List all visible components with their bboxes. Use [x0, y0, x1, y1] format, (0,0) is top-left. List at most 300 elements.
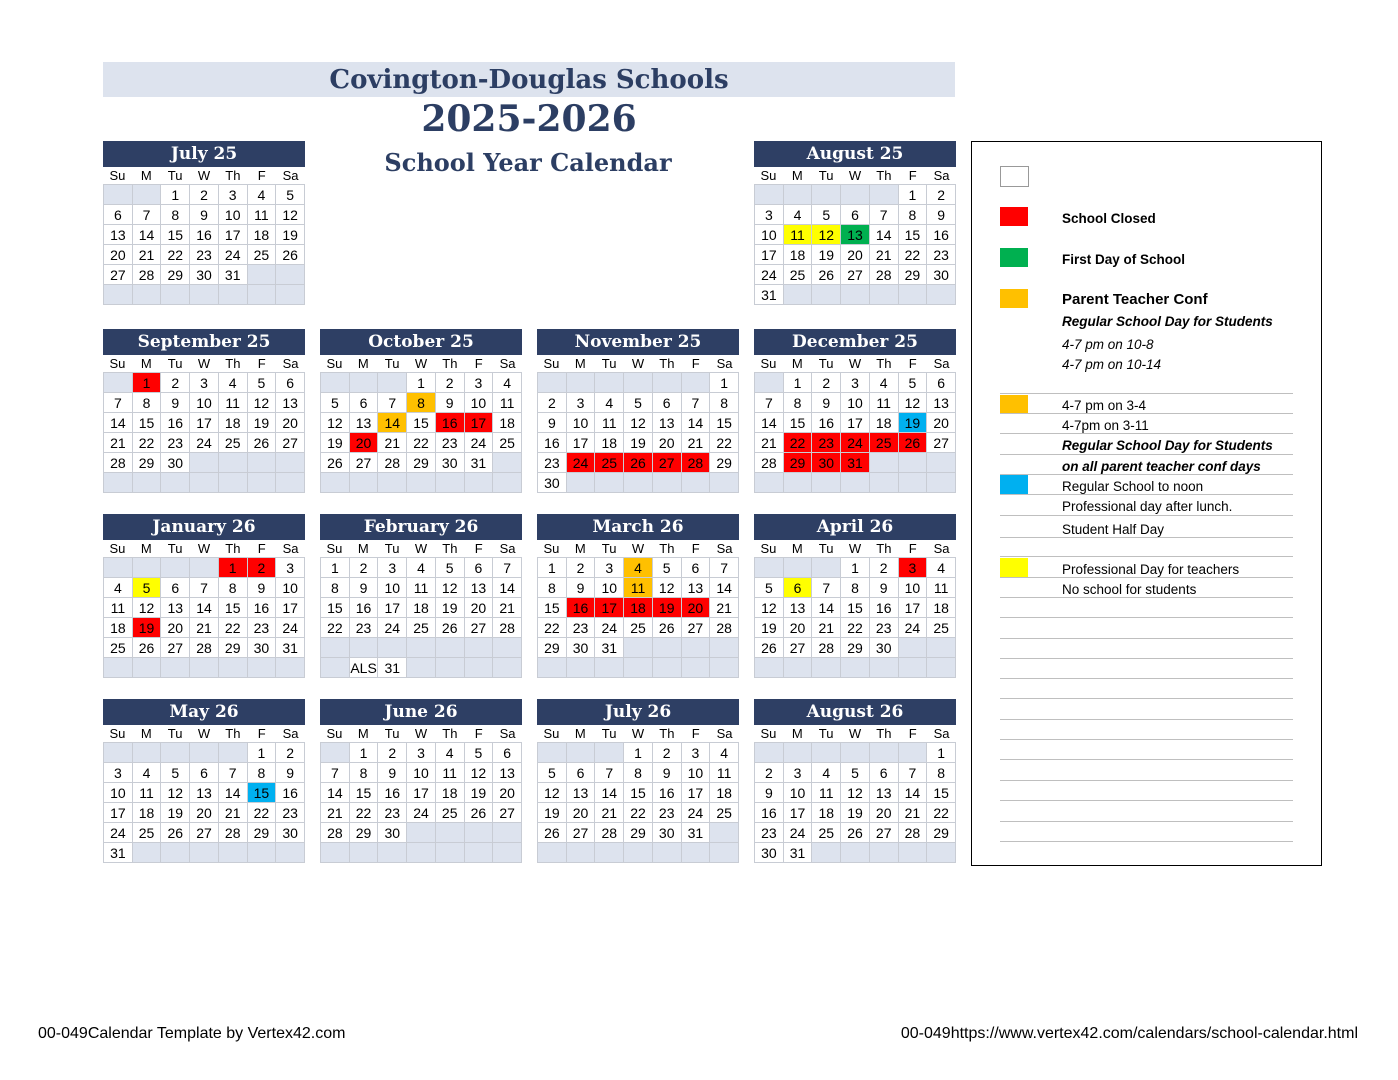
weekday-label: Su — [760, 541, 777, 556]
day-cell: 18 — [407, 598, 436, 618]
day-cell: 12 — [436, 578, 465, 598]
day-cell: 5 — [841, 763, 870, 783]
weekday-label: Tu — [167, 168, 183, 183]
day-cell: 22 — [710, 433, 739, 453]
day-cell: 20 — [870, 803, 899, 823]
day-cell: 13 — [276, 393, 305, 413]
day-cell: 7 — [321, 763, 350, 783]
day-cell: 14 — [755, 413, 784, 433]
day-cell: 24 — [276, 618, 305, 638]
empty-cell — [682, 473, 711, 493]
empty-cell — [350, 638, 379, 658]
day-cell: 5 — [321, 393, 350, 413]
empty-cell — [899, 843, 928, 863]
weekday-label: M — [574, 726, 586, 741]
day-cell: 9 — [190, 205, 219, 225]
day-cell: 17 — [219, 225, 248, 245]
empty-cell — [899, 473, 928, 493]
weekday-label: Tu — [384, 726, 400, 741]
month-title: February 26 — [320, 514, 522, 540]
empty-cell — [190, 558, 219, 578]
day-cell: 18 — [927, 598, 956, 618]
day-cell: 2 — [190, 185, 219, 205]
day-cell: 22 — [321, 618, 350, 638]
day-cell: 8 — [538, 578, 567, 598]
empty-cell — [927, 658, 956, 678]
empty-cell — [219, 658, 248, 678]
day-cell: 2 — [276, 743, 305, 763]
day-cell: 24 — [407, 803, 436, 823]
day-cell: 4 — [812, 763, 841, 783]
month-calendar — [754, 329, 956, 493]
day-cell: 14 — [190, 598, 219, 618]
day-cell: 6 — [784, 578, 813, 598]
day-cell: 9 — [436, 393, 465, 413]
day-cell: 7 — [755, 393, 784, 413]
month-title: December 25 — [754, 329, 956, 355]
day-cell: 25 — [784, 265, 813, 285]
day-cell: 24 — [899, 618, 928, 638]
calendar-subtitle: School Year Calendar — [384, 148, 672, 177]
day-grid — [103, 557, 305, 678]
day-grid — [754, 372, 956, 493]
day-cell: 29 — [710, 453, 739, 473]
weekday-label: Tu — [167, 726, 183, 741]
weekday-label: F — [257, 726, 266, 741]
day-cell: 25 — [710, 803, 739, 823]
legend-line — [1000, 698, 1293, 699]
weekday-header — [537, 355, 739, 372]
empty-cell — [321, 373, 350, 393]
day-cell: 5 — [899, 373, 928, 393]
empty-cell — [755, 658, 784, 678]
day-cell: 17 — [567, 433, 596, 453]
empty-cell — [710, 638, 739, 658]
day-cell: 26 — [841, 823, 870, 843]
day-cell: 4 — [104, 578, 133, 598]
day-cell: 12 — [624, 413, 653, 433]
empty-cell — [755, 743, 784, 763]
day-cell: 12 — [133, 598, 162, 618]
day-cell: 22 — [350, 803, 379, 823]
day-cell: 3 — [378, 558, 407, 578]
weekday-label: Sa — [933, 168, 950, 183]
day-cell: 20 — [190, 803, 219, 823]
legend-conf-note-2: on all parent teacher conf days — [1062, 459, 1261, 474]
day-cell: 27 — [276, 433, 305, 453]
empty-cell — [870, 843, 899, 863]
empty-cell — [161, 558, 190, 578]
legend-first-day-label: First Day of School — [1062, 252, 1186, 267]
day-cell: 11 — [407, 578, 436, 598]
day-cell: 18 — [870, 413, 899, 433]
day-cell: 13 — [465, 578, 494, 598]
day-cell: 21 — [755, 433, 784, 453]
empty-cell — [493, 843, 522, 863]
day-cell: 1 — [350, 743, 379, 763]
day-cell: 6 — [190, 763, 219, 783]
empty-cell — [436, 843, 465, 863]
day-cell: 16 — [870, 598, 899, 618]
day-cell: 16 — [567, 598, 596, 618]
day-cell: 11 — [493, 393, 522, 413]
day-cell: 8 — [927, 763, 956, 783]
day-cell: 22 — [899, 245, 928, 265]
weekday-label: W — [197, 541, 211, 556]
day-cell: 8 — [133, 393, 162, 413]
day-cell: 4 — [927, 558, 956, 578]
weekday-header — [754, 167, 956, 184]
day-cell: 16 — [350, 598, 379, 618]
day-cell: 3 — [755, 205, 784, 225]
month-title: March 26 — [537, 514, 739, 540]
empty-cell — [219, 743, 248, 763]
day-cell: 9 — [653, 763, 682, 783]
empty-cell — [133, 558, 162, 578]
day-cell: 22 — [133, 433, 162, 453]
weekday-label: W — [848, 168, 862, 183]
day-cell: 1 — [133, 373, 162, 393]
month-calendar — [754, 141, 956, 305]
empty-cell — [567, 843, 596, 863]
empty-cell — [595, 843, 624, 863]
day-cell: 25 — [812, 823, 841, 843]
day-cell: 15 — [161, 225, 190, 245]
day-cell: 16 — [248, 598, 277, 618]
weekday-label: W — [848, 356, 862, 371]
day-cell: 23 — [927, 245, 956, 265]
empty-cell — [219, 473, 248, 493]
day-cell: 12 — [755, 598, 784, 618]
empty-cell — [436, 638, 465, 658]
day-cell: 2 — [248, 558, 277, 578]
empty-cell — [407, 473, 436, 493]
day-cell: 5 — [624, 393, 653, 413]
day-cell: 11 — [104, 598, 133, 618]
weekday-label: Th — [876, 541, 892, 556]
footer-right: 00-049https://www.vertex42.com/calendars/school-calendar.html — [900, 1025, 1358, 1042]
empty-cell — [653, 658, 682, 678]
day-cell: 10 — [104, 783, 133, 803]
day-cell: 9 — [378, 763, 407, 783]
empty-cell — [812, 185, 841, 205]
weekday-label: Tu — [818, 726, 834, 741]
weekday-label: Sa — [716, 356, 733, 371]
day-cell: 13 — [653, 413, 682, 433]
day-cell: 7 — [812, 578, 841, 598]
day-cell: 26 — [653, 618, 682, 638]
empty-cell — [653, 843, 682, 863]
empty-cell — [104, 558, 133, 578]
day-cell: 19 — [812, 245, 841, 265]
day-cell: 7 — [190, 578, 219, 598]
legend-line — [1000, 780, 1293, 781]
day-cell: 2 — [161, 373, 190, 393]
day-cell: 18 — [624, 598, 653, 618]
empty-cell — [624, 638, 653, 658]
day-cell: 2 — [350, 558, 379, 578]
empty-cell — [812, 658, 841, 678]
day-cell: 29 — [133, 453, 162, 473]
day-cell: 28 — [899, 823, 928, 843]
day-cell: 28 — [378, 453, 407, 473]
day-cell: 21 — [812, 618, 841, 638]
legend-line — [1000, 800, 1293, 801]
day-cell: 23 — [436, 433, 465, 453]
empty-cell — [133, 185, 162, 205]
day-cell: 17 — [595, 598, 624, 618]
weekday-header — [320, 725, 522, 742]
empty-cell — [653, 473, 682, 493]
weekday-label: Tu — [167, 356, 183, 371]
day-cell: 26 — [321, 453, 350, 473]
day-cell: 5 — [436, 558, 465, 578]
empty-cell — [710, 843, 739, 863]
day-cell: 26 — [624, 453, 653, 473]
empty-cell — [465, 843, 494, 863]
day-cell: 10 — [595, 578, 624, 598]
empty-cell — [624, 843, 653, 863]
weekday-label: W — [414, 541, 428, 556]
day-cell: 14 — [493, 578, 522, 598]
weekday-label: Su — [760, 726, 777, 741]
day-cell: 18 — [248, 225, 277, 245]
empty-cell — [538, 743, 567, 763]
day-cell: 2 — [378, 743, 407, 763]
day-cell: 26 — [812, 265, 841, 285]
weekday-header — [320, 540, 522, 557]
day-cell: 21 — [493, 598, 522, 618]
month-title: November 25 — [537, 329, 739, 355]
empty-cell — [538, 843, 567, 863]
day-cell: 15 — [899, 225, 928, 245]
day-cell: 30 — [755, 843, 784, 863]
weekday-label: W — [631, 356, 645, 371]
day-cell: 21 — [682, 433, 711, 453]
day-cell: 12 — [465, 763, 494, 783]
legend-swatch-noon — [1000, 475, 1028, 494]
day-cell: 27 — [161, 638, 190, 658]
day-cell: 6 — [927, 373, 956, 393]
day-cell: 12 — [538, 783, 567, 803]
day-cell: 6 — [567, 763, 596, 783]
weekday-label: Su — [326, 356, 343, 371]
day-cell: 20 — [104, 245, 133, 265]
empty-cell — [276, 473, 305, 493]
weekday-label: W — [848, 726, 862, 741]
day-cell: 5 — [812, 205, 841, 225]
day-cell: 10 — [682, 763, 711, 783]
day-cell: 22 — [407, 433, 436, 453]
day-grid — [320, 372, 522, 493]
month-title: June 26 — [320, 699, 522, 725]
weekday-label: M — [791, 356, 803, 371]
weekday-label: Th — [876, 168, 892, 183]
day-cell: 14 — [219, 783, 248, 803]
empty-cell — [927, 453, 956, 473]
legend-swatch-blank — [1000, 166, 1029, 187]
day-cell: 22 — [624, 803, 653, 823]
weekday-label: Tu — [167, 541, 183, 556]
empty-cell — [248, 658, 277, 678]
empty-cell — [190, 658, 219, 678]
empty-cell — [567, 743, 596, 763]
empty-cell — [899, 453, 928, 473]
empty-cell — [321, 743, 350, 763]
day-cell: 4 — [493, 373, 522, 393]
legend-line — [1000, 658, 1293, 659]
day-cell: 24 — [567, 453, 596, 473]
day-grid — [754, 742, 956, 863]
day-cell: 19 — [841, 803, 870, 823]
day-cell: 23 — [350, 618, 379, 638]
empty-cell — [104, 373, 133, 393]
day-cell: 4 — [407, 558, 436, 578]
empty-cell — [567, 473, 596, 493]
empty-cell — [899, 285, 928, 305]
legend-line — [1000, 537, 1293, 538]
legend-line — [1000, 577, 1293, 578]
day-cell: 16 — [378, 783, 407, 803]
weekday-label: Th — [659, 356, 675, 371]
day-cell: 14 — [133, 225, 162, 245]
day-cell: 20 — [161, 618, 190, 638]
empty-cell — [133, 658, 162, 678]
day-cell: 9 — [248, 578, 277, 598]
empty-cell — [841, 473, 870, 493]
day-cell: 17 — [755, 245, 784, 265]
empty-cell — [841, 285, 870, 305]
weekday-header — [103, 540, 305, 557]
month-calendar — [103, 141, 305, 305]
day-cell: 8 — [841, 578, 870, 598]
weekday-label: Su — [543, 356, 560, 371]
day-cell: 28 — [104, 453, 133, 473]
day-cell: 23 — [812, 433, 841, 453]
weekday-label: M — [791, 541, 803, 556]
day-cell: 1 — [407, 373, 436, 393]
day-cell: 24 — [595, 618, 624, 638]
day-cell: 3 — [784, 763, 813, 783]
day-cell: 10 — [465, 393, 494, 413]
day-cell: 31 — [104, 843, 133, 863]
empty-cell — [350, 843, 379, 863]
empty-cell — [710, 473, 739, 493]
empty-cell — [190, 285, 219, 305]
day-cell: ALS — [350, 660, 377, 676]
day-cell: 11 — [812, 783, 841, 803]
day-cell: 5 — [161, 763, 190, 783]
day-cell: 9 — [350, 578, 379, 598]
empty-cell — [465, 473, 494, 493]
day-cell: 10 — [899, 578, 928, 598]
month-calendar — [754, 699, 956, 863]
day-cell: 9 — [538, 413, 567, 433]
day-cell: 19 — [465, 783, 494, 803]
day-cell: 25 — [624, 618, 653, 638]
weekday-label: Sa — [499, 356, 516, 371]
day-cell: 24 — [755, 265, 784, 285]
weekday-label: Tu — [384, 541, 400, 556]
day-cell: 20 — [276, 413, 305, 433]
weekday-label: Th — [442, 726, 458, 741]
legend-conf-date-3: 4-7 pm on 3-4 — [1062, 398, 1147, 413]
day-cell: 11 — [248, 205, 277, 225]
day-cell: 5 — [276, 185, 305, 205]
day-cell: 9 — [870, 578, 899, 598]
day-cell: 30 — [248, 638, 277, 658]
empty-cell — [378, 373, 407, 393]
day-cell: 13 — [841, 225, 870, 245]
empty-cell — [407, 658, 436, 678]
weekday-label: F — [257, 168, 266, 183]
empty-cell — [870, 453, 899, 473]
day-grid — [754, 557, 956, 678]
weekday-label: F — [691, 356, 700, 371]
weekday-label: Su — [326, 726, 343, 741]
legend-noon-label-1: Regular School to noon — [1062, 479, 1204, 494]
day-cell: 28 — [710, 618, 739, 638]
day-grid — [320, 557, 522, 678]
day-cell: 19 — [436, 598, 465, 618]
day-cell: 13 — [927, 393, 956, 413]
weekday-label: Su — [760, 168, 777, 183]
day-cell: 22 — [248, 803, 277, 823]
day-cell: 17 — [378, 598, 407, 618]
weekday-label: M — [574, 356, 586, 371]
weekday-label: Tu — [818, 356, 834, 371]
day-cell: 26 — [248, 433, 277, 453]
month-calendar — [537, 699, 739, 863]
day-cell: 13 — [870, 783, 899, 803]
legend-noon-label-2: Professional day after lunch. — [1062, 499, 1233, 514]
empty-cell — [493, 453, 522, 473]
day-cell: 23 — [755, 823, 784, 843]
empty-cell — [710, 658, 739, 678]
day-cell: 27 — [682, 618, 711, 638]
empty-cell — [624, 373, 653, 393]
day-cell: 2 — [653, 743, 682, 763]
day-cell: 9 — [161, 393, 190, 413]
day-cell: 23 — [378, 803, 407, 823]
day-cell: 26 — [538, 823, 567, 843]
day-cell: 17 — [899, 598, 928, 618]
weekday-label: W — [414, 356, 428, 371]
day-cell: 27 — [104, 265, 133, 285]
legend-conf-note-1: Regular School Day for Students — [1062, 438, 1273, 453]
empty-cell — [784, 185, 813, 205]
day-cell: 6 — [276, 373, 305, 393]
day-cell: 16 — [276, 783, 305, 803]
day-cell: 29 — [927, 823, 956, 843]
weekday-label: M — [140, 541, 152, 556]
month-title: October 25 — [320, 329, 522, 355]
day-cell: 3 — [276, 558, 305, 578]
day-cell: 30 — [870, 638, 899, 658]
day-cell: 25 — [407, 618, 436, 638]
legend-line — [1000, 494, 1293, 495]
day-cell: 16 — [755, 803, 784, 823]
legend-swatch-first-day — [1000, 248, 1028, 267]
empty-cell — [190, 843, 219, 863]
empty-cell — [104, 473, 133, 493]
day-cell: 22 — [784, 433, 813, 453]
day-cell: 12 — [276, 205, 305, 225]
weekday-label: W — [197, 726, 211, 741]
month-calendar — [754, 514, 956, 678]
day-cell: 7 — [682, 393, 711, 413]
weekday-label: Sa — [282, 356, 299, 371]
